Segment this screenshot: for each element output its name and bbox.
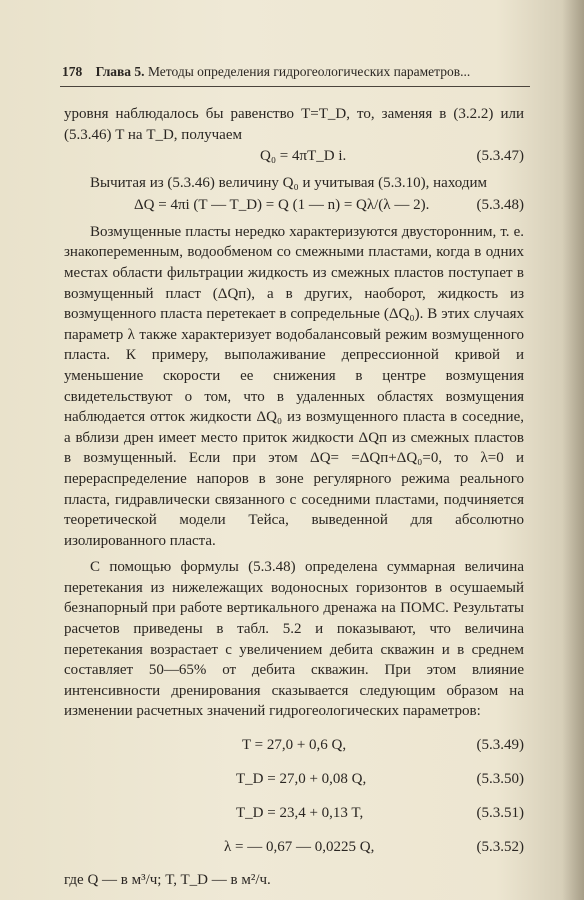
paragraph-1: уровня наблюдалось бы равенство T=T_D, то, заменяя в (3.2.2) или (5.3.46) T на T_D, получаем bbox=[64, 106, 524, 143]
page-edge-shadow bbox=[562, 0, 584, 900]
paragraph-3: Возмущенные пласты нередко характеризуются двусторонним, т. е. знакопеременным, водообменом со смежными пластами, когда в одних местах области фильтрации жидкость из смежных пластов поступает в возмущенный пласт (ΔQп), а в других, наоборот, жидкость из возмущенного пласта перетекает в сопредельные (ΔQ₀). В этих случаях параметр λ также характеризует водобалансовый режим возмущенного пласта. К примеру, выполаживание депрессионной кривой и уменьшение скорости ее снижения в центре возмущения свидетельствуют о том, что в удаленных областях возмущения наблюдается отток жидкости ΔQ₀ из возмущенного пласта в соседние, а вблизи дрен имеет место приток жидкости ΔQп из смежных пластов в возмущенный. Если при этом ΔQ= =ΔQп+ΔQ₀=0, то λ=0 и перераспределение напоров в зоне регулярного режима реального пласта, гидравлически связанного с соседними пластами, подчиняется теоретической модели Тейса, выведенной для абсолютно изолированного пласта. bbox=[64, 223, 524, 549]
running-header bbox=[62, 64, 532, 80]
paragraph-2: Вычитая из (5.3.46) величину Q₀ и учитывая (5.3.10), находим bbox=[90, 175, 487, 192]
equation-5-3-52 bbox=[64, 836, 524, 858]
equation-5-3-50 bbox=[64, 768, 524, 790]
equation-formula: T_D = 27,0 + 0,08 Q, bbox=[236, 771, 367, 788]
equation-number: (5.3.52) bbox=[476, 839, 524, 856]
equation-formula: λ = — 0,67 — 0,0225 Q, bbox=[224, 839, 375, 856]
equation-5-3-51 bbox=[64, 802, 524, 824]
equation-formula: ΔQ = 4πi (T — T_D) = Q (1 — n) = Qλ/(λ — 2). bbox=[134, 196, 430, 213]
chapter-title: Методы определения гидрогеологических параметров... bbox=[147, 64, 471, 79]
equation-number: (5.3.50) bbox=[476, 771, 524, 788]
page-number: 178 bbox=[62, 64, 83, 79]
equation-number: (5.3.51) bbox=[476, 805, 524, 822]
equation-formula: Q₀ = 4πT_D i. bbox=[260, 148, 347, 165]
equation-5-3-49 bbox=[64, 734, 524, 756]
paragraph-4: С помощью формулы (5.3.48) определена суммарная величина перетекания из нижележащих водоносных горизонтов в осушаемый безнапорный при работе вертикального дренажа на ПОМС. Результаты расчетов приведены в табл. 5.2 и показывают, что величина перетекания возрастает с увеличением дебита скважин и в среднем составляет 50—65% от дебита скважин. При этом влияние интенсивности дренирования сказывается следующим образом на изменении расчетных значений гидрогеологических параметров: bbox=[64, 559, 524, 720]
chapter-label: Глава 5. bbox=[95, 64, 145, 79]
equation-formula: T = 27,0 + 0,6 Q, bbox=[242, 737, 347, 754]
equation-5-3-47 bbox=[64, 145, 524, 167]
equation-number: (5.3.49) bbox=[476, 737, 524, 754]
equation-formula: T_D = 23,4 + 0,13 T, bbox=[236, 805, 364, 822]
equation-number: (5.3.47) bbox=[476, 148, 524, 165]
header-rule bbox=[60, 86, 530, 87]
equation-5-3-48 bbox=[64, 194, 524, 216]
equation-number: (5.3.48) bbox=[476, 196, 524, 213]
page-body bbox=[64, 104, 524, 891]
units-note: где Q — в м³/ч; T, T_D — в м²/ч. bbox=[64, 872, 271, 889]
